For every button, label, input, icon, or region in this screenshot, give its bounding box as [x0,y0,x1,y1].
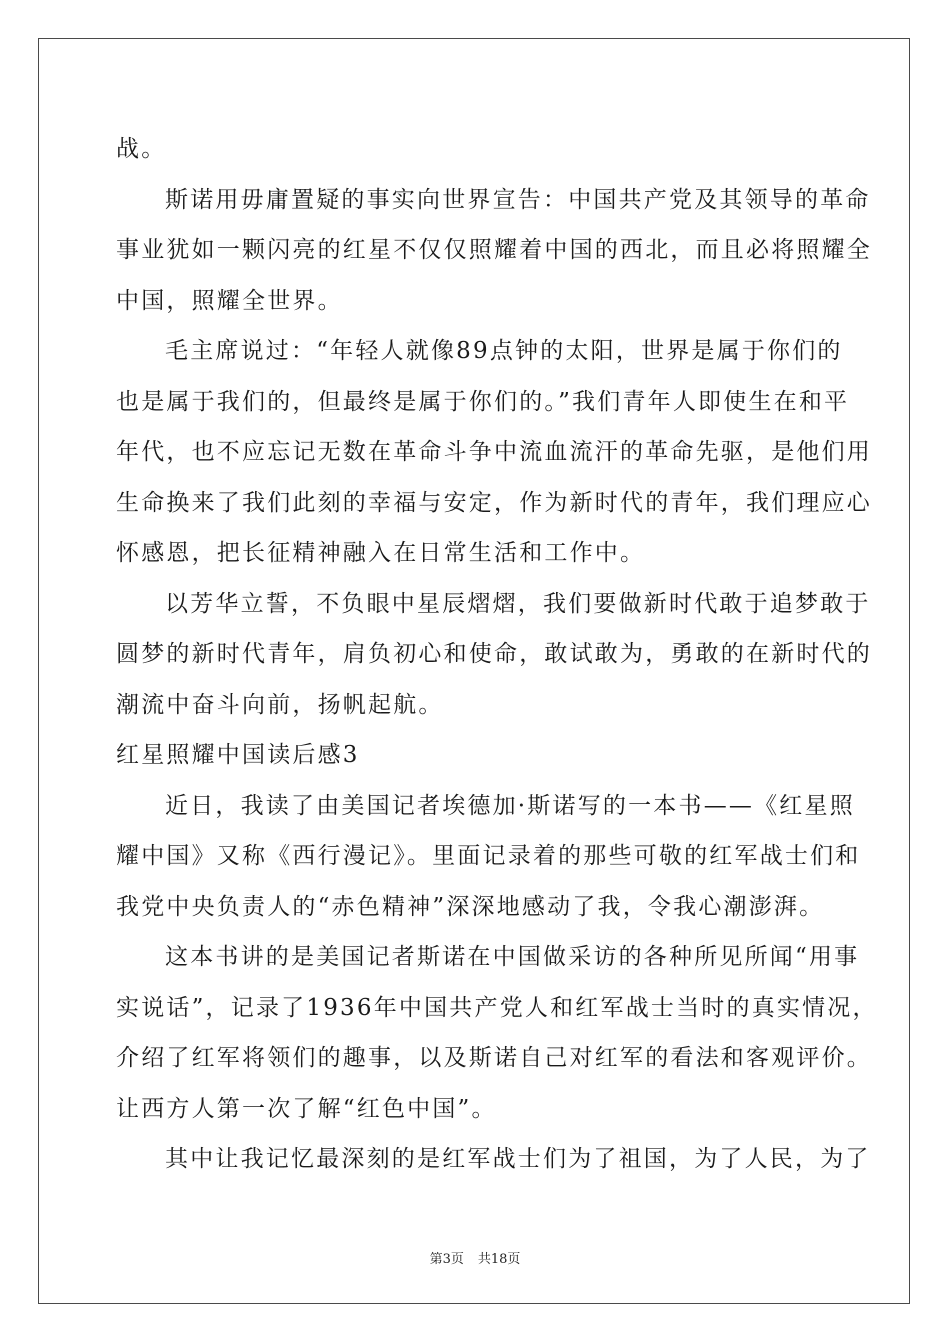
text-line: 生命换来了我们此刻的幸福与安定，作为新时代的青年，我们理应心 [116,489,872,516]
paragraph-start-line: 以芳华立誓，不负眼中星辰熠熠，我们要做新时代敢于追梦敢于 [165,590,871,617]
paragraph-start-line: 毛主席说过：“年轻人就像89点钟的太阳，世界是属于你们的 [165,338,843,364]
page-number: 第3页 [429,1252,464,1267]
text-line: 年代，也不应忘记无数在革命斗争中流血流汗的革命先驱，是他们用 [116,439,872,465]
text-line: 我党中央负责人的“赤色精神”深深地感动了我，令我心潮澎湃。 [116,893,825,920]
text-line: 耀中国》又称《西行漫记》。里面记录着的那些可敬的红军战士们和 [116,843,861,869]
text-line: 实说话”，记录了1936年中国共产党人和红军战士当时的真实情况， [116,994,878,1021]
paragraph-start-line: 其中让我记忆最深刻的是红军战士们为了祖国，为了人民，为了 [165,1146,871,1172]
paragraph-start-line: 近日，我读了由美国记者埃德加·斯诺写的一本书——《红星照 [165,792,855,819]
document-body [116,129,878,1190]
text-line: 怀感恩，把长征精神融入在日常生活和工作中。 [116,540,646,566]
page-total: 共18页 [477,1252,521,1267]
page-footer [0,1248,950,1267]
text-line: 潮流中奋斗向前，扬帆起航。 [116,691,444,718]
text-line: 事业犹如一颗闪亮的红星不仅仅照耀着中国的西北，而且必将照耀全 [116,237,872,263]
text-line: 战。 [116,136,167,162]
paragraph-start-line: 斯诺用毋庸置疑的事实向世界宣告：中国共产党及其领导的革命 [165,186,871,213]
text-line: 中国，照耀全世界。 [116,287,343,314]
section-heading: 红星照耀中国读后感3 [116,742,360,768]
paragraph-start-line: 这本书讲的是美国记者斯诺在中国做采访的各种所见所闻“用事 [165,944,860,970]
text-line: 让西方人第一次了解“红色中国”。 [116,1095,497,1122]
text-line: 也是属于我们的，但最终是属于你们的。”我们青年人即使生在和平 [116,388,850,415]
text-line: 圆梦的新时代青年，肩负初心和使命，敢试敢为，勇敢的在新时代的 [116,641,872,667]
text-line: 介绍了红军将领们的趣事，以及斯诺自己对红军的看法和客观评价。 [116,1045,872,1071]
